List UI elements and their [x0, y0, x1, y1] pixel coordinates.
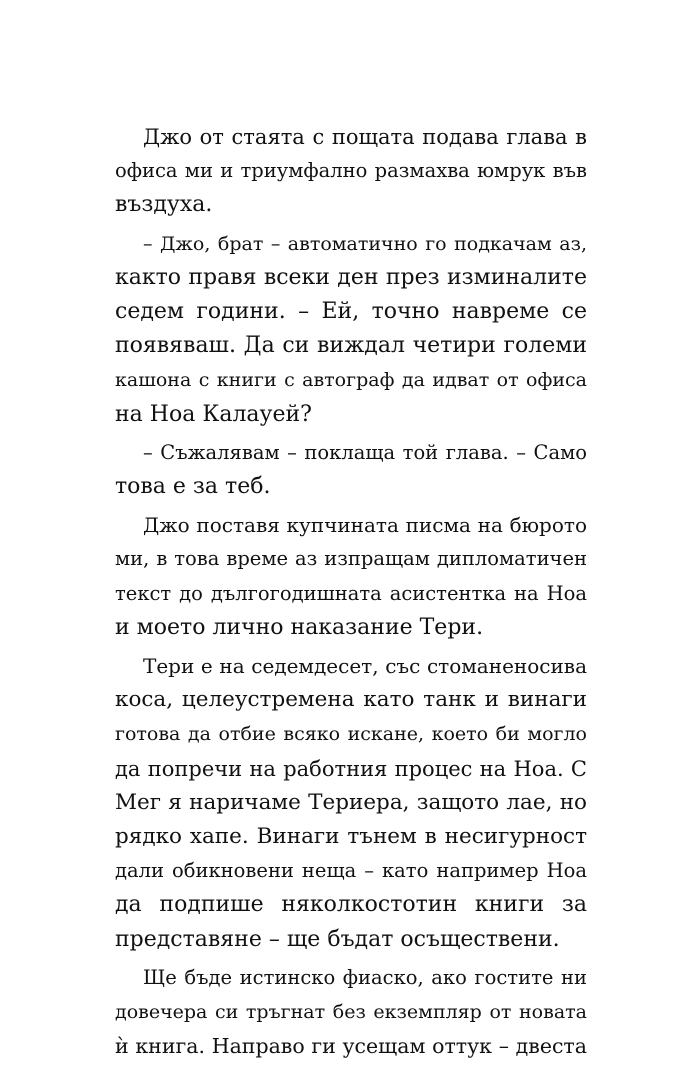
text-line: – Съжалявам – поклаща той глава. – Само — [143, 440, 587, 464]
paragraph-2 — [115, 227, 587, 432]
paragraph-5 — [115, 649, 587, 957]
text-line: представяне – ще бъдат осъществени. — [115, 926, 560, 952]
text-line: и моето лично наказание Тери. — [115, 614, 484, 640]
text-line: ми, в това време аз изпращам дипломатичен — [115, 547, 587, 571]
text-line: появяваш. Да си виждал четири големи — [115, 333, 587, 359]
text-line: Мег я наричаме Териера, защото лае, но — [115, 789, 587, 815]
paragraph-3 — [115, 436, 587, 504]
body-text — [115, 120, 587, 1067]
text-line: седем години. – Ей, точно навреме се — [115, 299, 587, 325]
text-line: коса, целеустремена като танк и винаги — [115, 687, 587, 713]
text-line: офиса ми и триумфално размахва юмрук във — [115, 159, 587, 183]
text-line: Джо от стаята с пощата подава глава в — [143, 125, 587, 149]
text-line: дали обикновени неща – като например Ноа — [115, 859, 587, 883]
text-line: ѝ книга. Направо ги усещам оттук – двеста — [115, 1034, 587, 1059]
text-line: готова да отбие всяко искане, което би могло — [115, 723, 587, 746]
text-line: Тери е на седемдесет, със стоманеносива — [143, 654, 587, 679]
text-line: както правя всеки ден през изминалите — [115, 264, 587, 290]
text-line: рядко хапе. Винаги тънем в несигурност — [115, 824, 587, 850]
text-line: това е за теб. — [115, 474, 271, 500]
text-line: да подпише няколкостотин книги за — [115, 892, 587, 918]
text-line: да попречи на работния процес на Ноа. С — [115, 756, 587, 781]
text-line: – Джо, брат – автоматично го подкачам аз, — [143, 232, 587, 255]
text-line: Ще бъде истинско фиаско, ако гостите ни — [143, 965, 587, 989]
text-line: въздуха. — [115, 192, 213, 218]
text-line: кашона с книги с автограф да идват от офиса — [115, 369, 587, 392]
text-line: довечера си тръгнат без екземпляр от новата — [115, 1001, 587, 1024]
paragraph-6 — [115, 961, 587, 1064]
paragraph-4 — [115, 508, 587, 645]
paragraph-1 — [115, 120, 587, 223]
text-line: Джо поставя купчината писма на бюрото — [143, 513, 587, 538]
text-line: на Ноа Калауей? — [115, 401, 312, 427]
text-line: текст до дългогодишната асистентка на Ноа — [115, 581, 587, 605]
